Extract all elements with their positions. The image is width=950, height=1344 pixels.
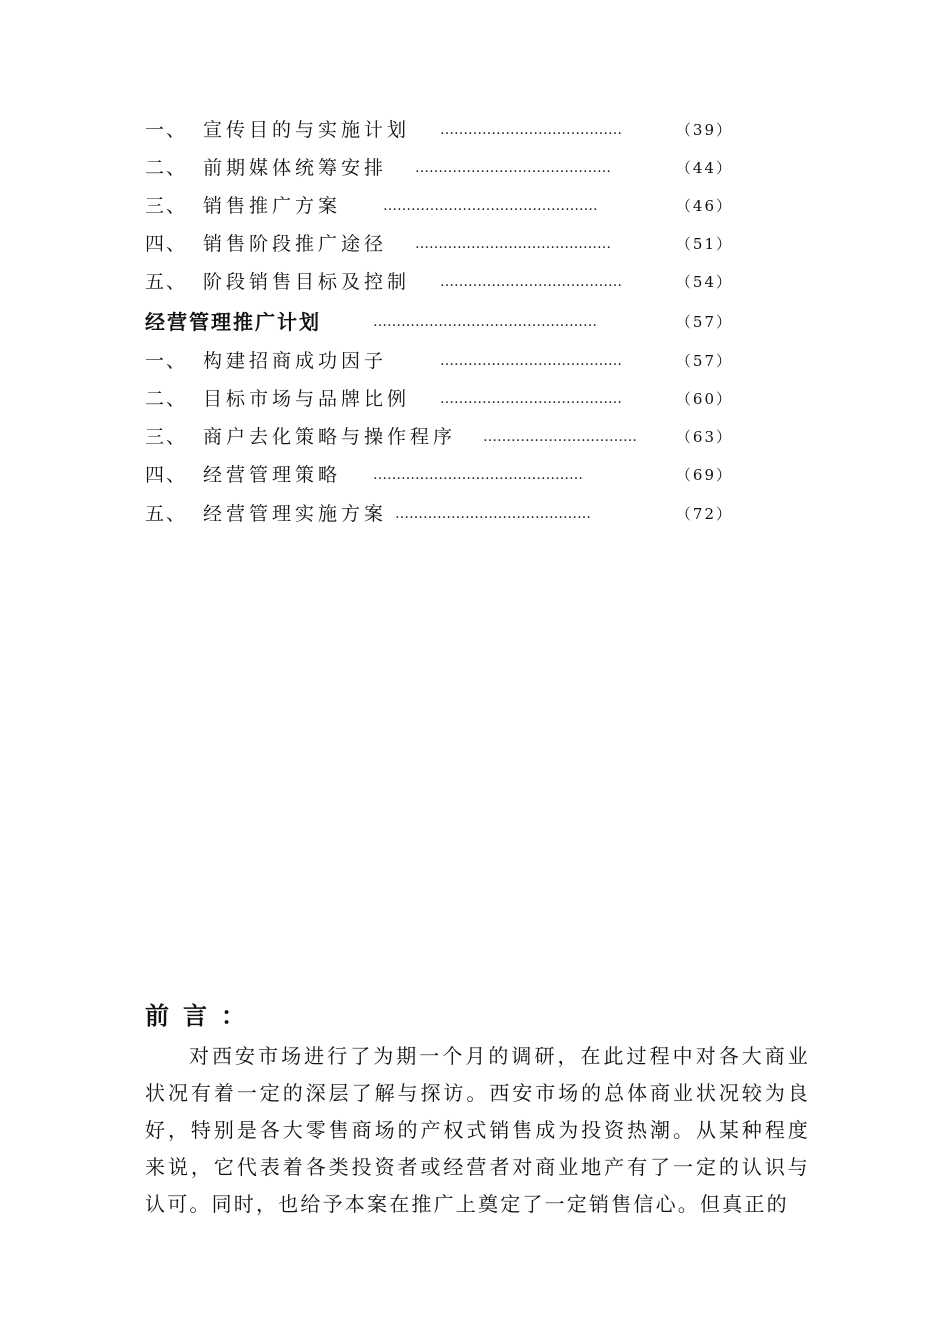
toc-entry-leader: ………………………………… [440,122,622,138]
toc-entry[interactable] [145,229,745,259]
toc-entry-title: 经营管理实施方案 [203,503,388,525]
toc-entry[interactable] [145,153,745,183]
toc-entry-leader: ……………………………………… [373,467,583,483]
toc-entry-number: 四、 [145,233,188,255]
toc-entry-number: 五、 [145,271,188,293]
toc-entry[interactable] [145,422,745,452]
toc-entry-leader: ………………………………… [440,391,622,407]
toc-entry-leader: …………………………………… [395,506,591,522]
preface-paragraph: 对西安市场进行了为期一个月的调研，在此过程中对各大商业状况有着一定的深层了解与探访。西安市场的总体商业状况较为良好，特别是各大零售商场的产权式销售成为投资热潮。从某种程度来说，它代表着各类投资者或经营者对商业地产有了一定的认识与认可。同时，也给予本案在推广上奠定了一定销售信心。但真正的 [145,1044,810,1216]
toc-entry-leader: ………………………………… [440,274,622,290]
toc-entry-leader: ………………………………………. [383,198,598,214]
toc-entry-title: 销售推广方案 [203,195,342,217]
toc-entry-number: 三、 [145,195,188,217]
toc-entry-title: 阶段销售目标及控制 [203,271,411,293]
toc-entry-title: 销售阶段推广途径 [203,233,388,255]
toc-entry-leader: …………………………………… [415,236,611,252]
toc-entry-title: 构建招商成功因子 [203,350,388,372]
toc-section-title: 经营管理推广计划 [145,310,321,334]
toc-entry-page: （57） [675,352,733,370]
toc-entry-page: （60） [675,390,733,408]
toc-entry-page: （39） [675,121,733,139]
toc-entry-title: 前期媒体统筹安排 [203,157,388,179]
toc-entry[interactable] [145,267,745,297]
toc-entry[interactable] [145,499,745,529]
toc-entry-page: （54） [675,273,733,291]
toc-entry-number: 三、 [145,426,188,448]
toc-entry-leader: ………………………………… [440,353,622,369]
toc-entry-number: 二、 [145,388,188,410]
toc-entry-number: 一、 [145,119,188,141]
toc-entry-page: （44） [675,159,733,177]
toc-entry[interactable] [145,191,745,221]
toc-entry-leader: …………………………… [483,429,637,445]
preface-body [145,1038,810,1223]
preface-heading: 前言： [145,1002,259,1030]
toc-entry[interactable] [145,346,745,376]
toc-entry-page: （57） [675,313,733,331]
toc-entry-title: 目标市场与品牌比例 [203,388,411,410]
toc-entry-number: 二、 [145,157,188,179]
toc-entry-title: 商户去化策略与操作程序 [203,426,457,448]
toc-entry-title: 经营管理策略 [203,464,342,486]
toc-entry-title: 宣传目的与实施计划 [203,119,411,141]
toc-entry-leader: …………………………………… [415,160,611,176]
toc-entry-page: （51） [675,235,733,253]
toc-entry-page: （72） [675,505,733,523]
toc-entry-page: （69） [675,466,733,484]
toc-entry-page: （46） [675,197,733,215]
toc-entry-number: 一、 [145,350,188,372]
toc-entry-number: 五、 [145,503,188,525]
toc-entry[interactable] [145,460,745,490]
toc-entry[interactable] [145,384,745,414]
toc-entry-page: （63） [675,428,733,446]
toc-section-heading[interactable] [145,307,745,337]
toc-entry-number: 四、 [145,464,188,486]
toc-entry-leader: ………………………………………… [373,314,597,330]
toc-entry[interactable] [145,115,745,145]
